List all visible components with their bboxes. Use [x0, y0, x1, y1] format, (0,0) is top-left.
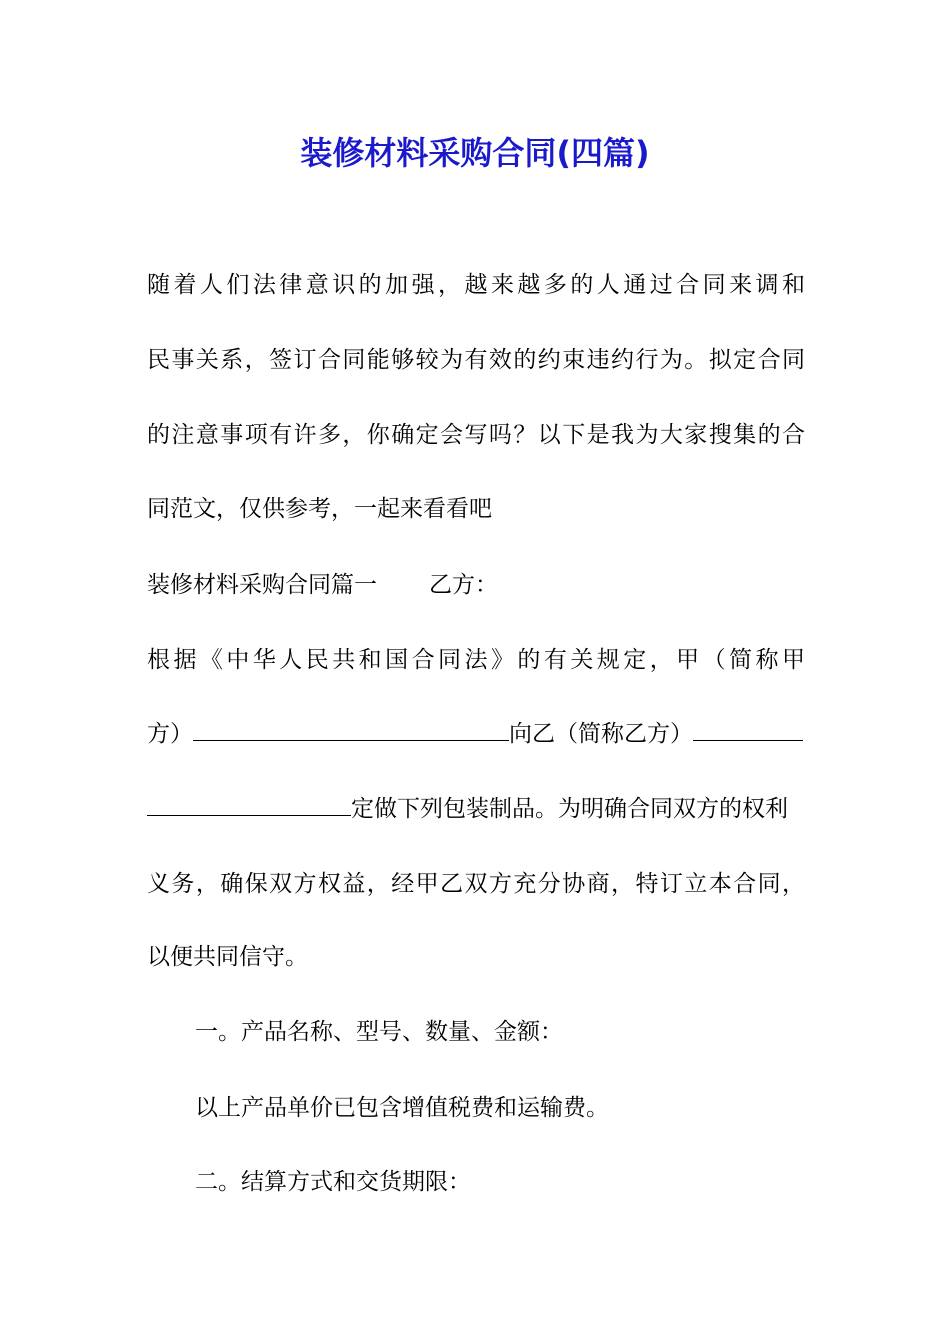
intro-line-1: 随着人们法律意识的加强，越来越多的人通过合同来调和: [147, 272, 805, 298]
intro-line-3: 的注意事项有许多，你确定会写吗？以下是我为大家搜集的合: [147, 422, 805, 448]
basis-line-3: [147, 793, 788, 824]
clause-2-heading: 二。结算方式和交货期限：: [195, 1169, 471, 1195]
party-a-blank: [193, 718, 509, 741]
document-title: 装修材料采购合同(四篇): [300, 134, 650, 172]
section-heading: 装修材料采购合同篇一: [147, 572, 377, 598]
basis-line-4: 义务，确保双方权益，经甲乙双方充分协商，特订立本合同，: [147, 871, 805, 897]
party-b-blank-2: [147, 793, 351, 816]
basis-line-2-start: 方）: [147, 721, 193, 747]
basis-line-2: [147, 718, 805, 749]
basis-line-2-mid: 向乙（简称乙方）: [509, 721, 693, 747]
basis-line-5: 以便共同信守。: [147, 944, 308, 970]
basis-line-1: 根据《中华人民共和国合同法》的有关规定，甲（简称甲: [147, 647, 805, 673]
party-b-blank-1: [693, 718, 803, 741]
intro-line-4: 同范文，仅供参考，一起来看看吧: [147, 496, 492, 522]
basis-line-3-text: 定做下列包装制品。为明确合同双方的权利: [351, 796, 788, 822]
party-b-label: 乙方：: [429, 572, 498, 598]
clause-1-heading: 一。产品名称、型号、数量、金额：: [195, 1019, 563, 1045]
section-heading-line: [147, 570, 498, 600]
clause-1-note: 以上产品单价已包含增值税费和运输费。: [195, 1095, 609, 1121]
intro-line-2: 民事关系，签订合同能够较为有效的约束违约行为。拟定合同: [147, 347, 805, 373]
